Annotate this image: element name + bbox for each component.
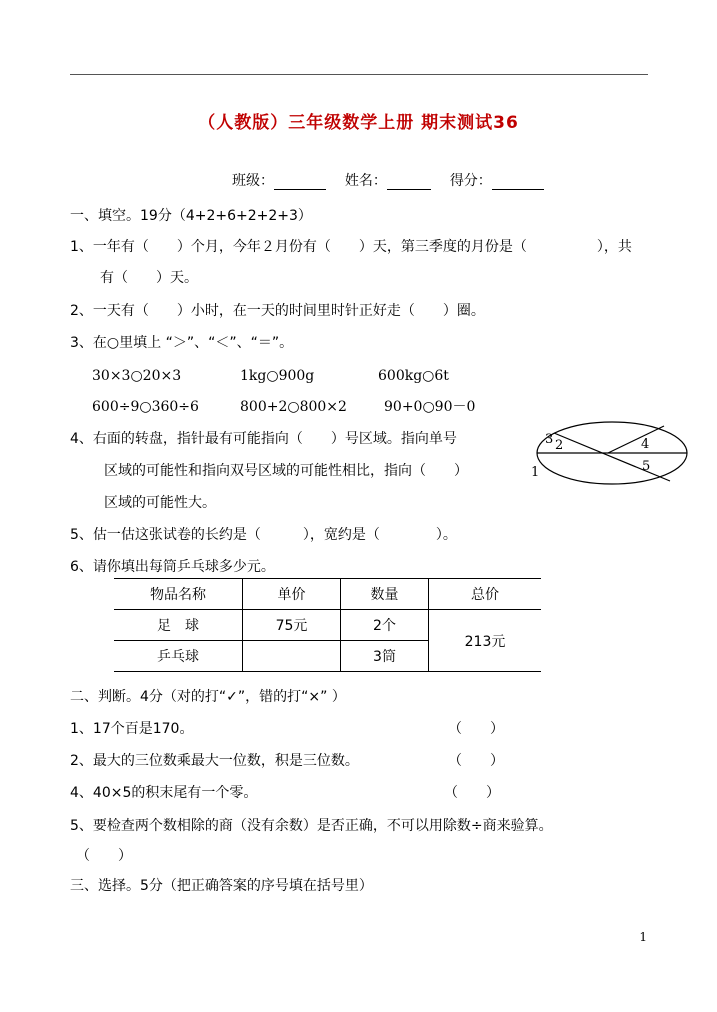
spinner-divider-diagonal bbox=[554, 433, 670, 481]
spinner-divider-upper bbox=[608, 426, 664, 453]
cell-qty-football: 2个 bbox=[341, 610, 429, 641]
spinner-label-4: 4 bbox=[641, 437, 650, 452]
section2-heading: 二、判断。4分（对的打“✓”，错的打“×” ） bbox=[70, 689, 346, 705]
cell-qty-pingpong: 3筒 bbox=[341, 641, 429, 672]
q3-row1-b: 1kg○900g bbox=[240, 368, 315, 384]
price-table bbox=[114, 578, 541, 672]
judge-paren-4[interactable]: （ ） bbox=[444, 785, 500, 801]
judge-item-5: 5、要检查两个数相除的商（没有余数）是否正确，不可以用除数÷商来验算。 bbox=[70, 818, 553, 834]
header-unit-price: 单价 bbox=[243, 579, 341, 610]
q1-line1: 1、一年有（ ）个月，今年２月份有（ ）天，第三季度的月份是（ ），共 bbox=[70, 239, 632, 255]
q3-row2-b: 800+2○800×2 bbox=[240, 399, 347, 415]
section3-heading: 三、选择。5分（把正确答案的序号填在括号里） bbox=[70, 878, 373, 894]
header-quantity: 数量 bbox=[341, 579, 429, 610]
class-label: 班级： bbox=[232, 173, 274, 189]
cell-price-football: 75元 bbox=[243, 610, 341, 641]
cell-item-pingpong: 乒乓球 bbox=[114, 641, 243, 672]
judge-item-4: 4、40×5的积末尾有一个零。 bbox=[70, 785, 258, 801]
judge-item-2: 2、最大的三位数乘最大一位数，积是三位数。 bbox=[70, 753, 359, 769]
header-item-name: 物品名称 bbox=[114, 579, 243, 610]
score-field[interactable] bbox=[492, 175, 544, 190]
class-field[interactable] bbox=[274, 175, 326, 190]
cell-item-football: 足 球 bbox=[114, 610, 243, 641]
q3-row1-c: 600kg○6t bbox=[378, 368, 449, 384]
q3-row2-c: 90+0○90－0 bbox=[384, 399, 476, 415]
q3: 3、在○里填上 “＞”、“＜”、“＝”。 bbox=[70, 335, 294, 351]
q4-line3: 区域的可能性大。 bbox=[104, 495, 216, 511]
student-info bbox=[232, 172, 544, 190]
q1-line2: 有（ ）天。 bbox=[100, 270, 198, 286]
q4-line2: 区域的可能性和指向双号区域的可能性相比，指向（ ） bbox=[104, 463, 468, 479]
cell-total: 213元 bbox=[429, 610, 542, 672]
cell-price-pingpong[interactable] bbox=[243, 641, 341, 672]
table-row bbox=[114, 610, 541, 641]
header-rule bbox=[70, 74, 648, 75]
q4-line1: 4、右面的转盘，指针最有可能指向（ ）号区域。指向单号 bbox=[70, 431, 457, 447]
spinner-label-1: 1 bbox=[531, 465, 540, 480]
q3-row2-a: 600÷9○360÷6 bbox=[92, 399, 199, 415]
q3-row1-a: 30×3○20×3 bbox=[92, 368, 182, 384]
table-header-row bbox=[114, 579, 541, 610]
spinner-label-3: 3 bbox=[545, 432, 554, 447]
spinner-label-2: 2 bbox=[555, 438, 564, 453]
judge-paren-5[interactable]: （ ） bbox=[76, 848, 132, 864]
judge-paren-2[interactable]: （ ） bbox=[448, 753, 504, 769]
q2: 2、一天有（ ）小时，在一天的时间里时针正好走（ ）圈。 bbox=[70, 303, 485, 319]
name-label: 姓名： bbox=[344, 173, 387, 189]
name-field[interactable] bbox=[387, 175, 431, 190]
page-title: （人教版）三年级数学上册 期末测试36 bbox=[198, 113, 519, 133]
judge-item-1: 1、17个百是170。 bbox=[70, 721, 194, 737]
q6: 6、请你填出每筒乒乓球多少元。 bbox=[70, 559, 275, 575]
q5: 5、估一估这张试卷的长约是（ ），宽约是（ ）。 bbox=[70, 527, 457, 543]
spinner-label-5: 5 bbox=[642, 459, 651, 474]
spinner-diagram bbox=[528, 418, 688, 490]
score-label: 得分： bbox=[449, 173, 492, 189]
page-number: 1 bbox=[639, 930, 647, 944]
section1-heading: 一、填空。19分（4+2+6+2+2+3） bbox=[70, 208, 312, 224]
judge-paren-1[interactable]: （ ） bbox=[448, 721, 504, 737]
header-total: 总价 bbox=[429, 579, 542, 610]
